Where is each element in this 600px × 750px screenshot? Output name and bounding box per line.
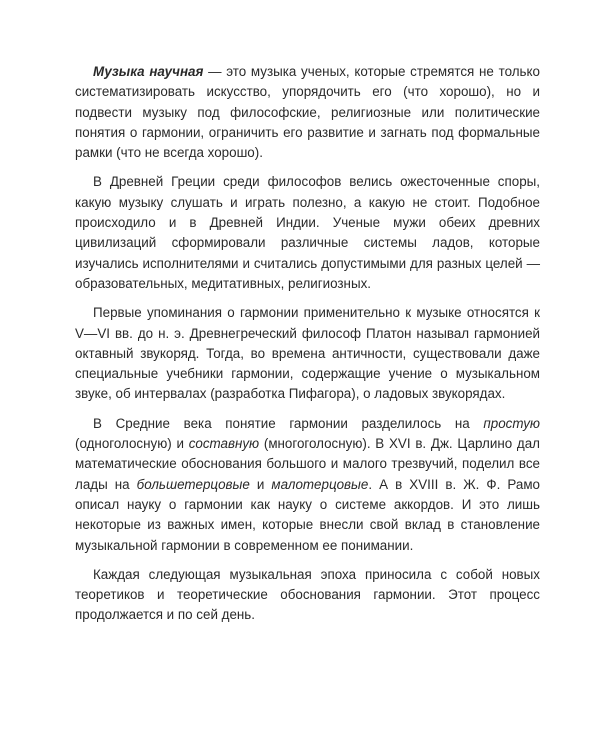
term-simple: простую — [483, 415, 540, 431]
paragraph-text: Первые упоминания о гармонии применительно к музыке относятся к V—VI вв. до н. э. Древнегреческий философ Платон называл гармонией октавный звукоряд. Тогда, во времена античности, существовали даже специальные учебники гармонии, содержащие учение о музыкальном звуке, об интервалах (разработка Пифагора), о ладовых звукорядах. — [75, 305, 540, 402]
paragraph-text: В Средние века понятие гармонии разделилось на — [93, 415, 484, 431]
paragraph-text: В Древней Греции среди философов велись ожесточенные споры, какую музыку слушать и играть полезно, а какую не стоит. Подобное происходило и в Древней Индии. Ученые мужи обеих древних цивилизаций сформировали различные системы ладов, которые изучались исполнителями и считались допустимыми для разных целей — образовательных, медитативных, религиозных. — [75, 174, 540, 291]
paragraph-text: (многоголосную). В XVI в. Дж. Царлино дал математические обоснования большого и малого трезвучий, поделил все лады на — [75, 436, 540, 492]
term-minor: малотерцовые — [271, 476, 369, 492]
paragraph-middle-ages — [75, 414, 540, 556]
term-music-scientific: Музыка научная — [93, 64, 204, 79]
paragraph-each-epoch — [75, 565, 540, 626]
paragraph-text: Каждая следующая музыкальная эпоха приносила с собой новых теоретиков и теоретические обоснования гармонии. Этот процесс продолжается и по сей день. — [75, 566, 540, 623]
paragraph-first-mentions — [75, 303, 540, 404]
term-major: большетерцовые — [136, 476, 250, 492]
term-compound: составную — [188, 436, 260, 452]
paragraph-text: и — [249, 476, 272, 492]
definition-text: — это музыка ученых, которые стремятся не только систематизировать искусство, упорядочить его (что хорошо), но и подвести музыку под философские, религиозные или политические понятия о гармонии, ограничить его развитие и загнать под формальные рамки (что не всегда хорошо). — [75, 64, 540, 161]
paragraph-definition — [75, 62, 540, 163]
paragraph-text: (одноголосную) и — [75, 436, 189, 452]
book-page — [75, 62, 540, 635]
paragraph-ancient-greece — [75, 172, 540, 294]
paragraph-text: . А в XVIII в. Ж. Ф. Рамо описал науку о гармонии как науку о системе аккордов. И это лишь некоторые из важных имен, которые внесли свой вклад в становление музыкальной гармонии в современном ее понимании. — [75, 476, 540, 553]
